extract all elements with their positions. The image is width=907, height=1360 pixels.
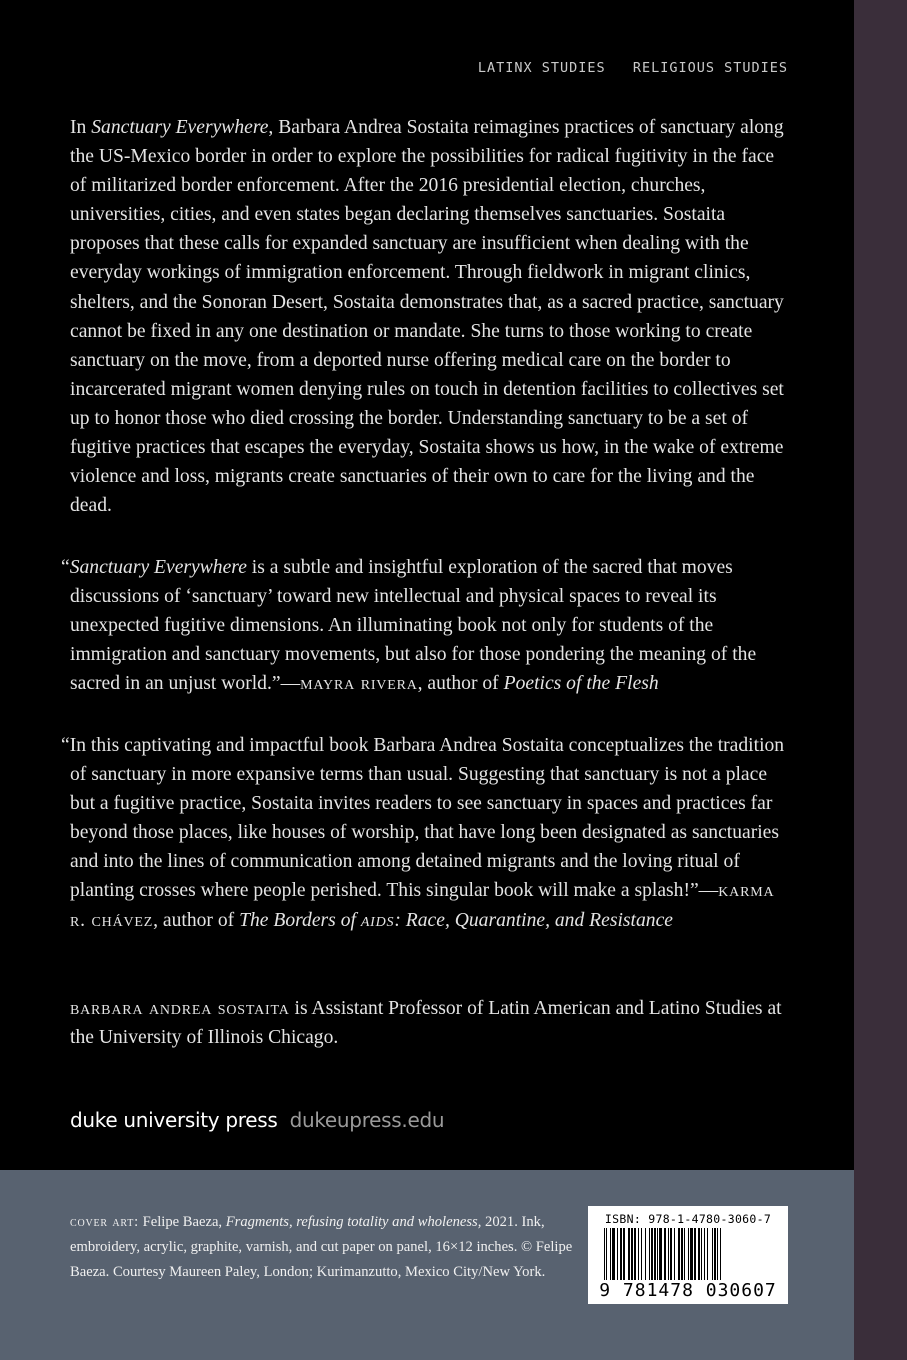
book-description: In Sanctuary Everywhere, Barbara Andrea Sostaita reimagines practices of sanctuary along the US-Mexico border in order to explore the possibilities for radical fugitivity in the face of militarized border enforcement. After the 2016 presidential election, churches, universities, cities, and even states began declaring themselves sanctuaries. Sostaita proposes that these calls for expanded sanctuary are insufficient when dealing with the everyday workings of immigration enforcement. Through fieldwork in migrant clinics, shelters, and the Sonoran Desert, Sostaita demonstrates that, as a sacred practice, sanctuary cannot be fixed in any one destination or mandate. She turns to those working to create sanctuary on the move, from a deported nurse offering medical care on the border to incarcerated migrant women denying rules on touch in detention facilities to collectives set up to honor those who died crossing the border. Understanding sanctuary to be a set of fugitive practices that escapes the everyday, Sostaita shows us how, in the wake of extreme violence and loss, migrants create sanctuaries of their own to care for the living and the dead. xyxy=(70,117,784,517)
author-name: barbara andrea sostaita xyxy=(70,998,290,1019)
blurb-chavez: “In this captivating and impactful book Barbara Andrea Sostaita conceptualizes the tradition of sanctuary in more expansive terms than usual. Suggesting that sanctuary is not a place but a fugitive practice, Sostaita invites readers to see sanctuary in spaces and practices far beyond those places, like houses of worship, that have long been designated as sanctuaries and into the lines of communication among detained migrants and the loving ritual of planting crosses where people perished. This singular book will make a splash!”—karma r. chávez, author of The Borders of aids: Race, Quarantine, and Resistance xyxy=(61,735,785,931)
blurb-book-title: The Borders of aids: Race, Quarantine, and Resistance xyxy=(239,909,673,931)
cover-art-credits: cover art: Felipe Baeza, Fragments, refusing totality and wholeness, 2021. Ink, embroidery, acrylic, graphite, varnish, and cut paper on panel, 16×12 inches. © Felipe Baeza. Courtesy Maureen Paley, London; Kurimanzutto, Mexico City/New York. xyxy=(70,1214,573,1280)
credits-panel xyxy=(0,1170,854,1360)
publisher-name: duke university press xyxy=(70,1108,278,1132)
blurb-book-title: Poetics of the Flesh xyxy=(503,673,659,695)
barcode-bar xyxy=(721,1228,722,1280)
category-latinx-studies: LATINX STUDIES xyxy=(477,60,606,76)
subject-categories xyxy=(460,60,788,76)
isbn-barcode xyxy=(588,1206,788,1304)
blurb-author: mayra rivera xyxy=(300,673,418,695)
book-title: Sanctuary Everywhere xyxy=(91,117,269,138)
blurb-author: karma r. chávez xyxy=(70,880,775,931)
author-bio: barbara andrea sostaita is Assistant Professor of Latin American and Latino Studies at the University of Illinois Chicago. xyxy=(70,998,782,1049)
isbn-label: ISBN: 978-1-4780-3060-7 xyxy=(604,1212,772,1226)
barcode-bars xyxy=(604,1228,782,1280)
publisher-url[interactable]: dukeupress.edu xyxy=(289,1108,445,1132)
barcode-number: 9 781478 030607 xyxy=(599,1280,777,1301)
artwork-title: Fragments, refusing totality and wholeness, xyxy=(225,1214,482,1230)
category-religious-studies: RELIGIOUS STUDIES xyxy=(632,60,788,76)
publisher-line xyxy=(70,1108,444,1132)
spine-strip xyxy=(854,0,907,1360)
blurb-rivera: “Sanctuary Everywhere is a subtle and insightful exploration of the sacred that moves discussions of ‘sanctuary’ toward new intellectual and physical spaces to reveal its unexpected fugitive dimensions. An illuminating book not only for students of the immigration and sanctuary movements, but also for those pondering the meaning of the sacred in an unjust world.”—mayra rivera, author of Poetics of the Flesh xyxy=(61,557,757,695)
